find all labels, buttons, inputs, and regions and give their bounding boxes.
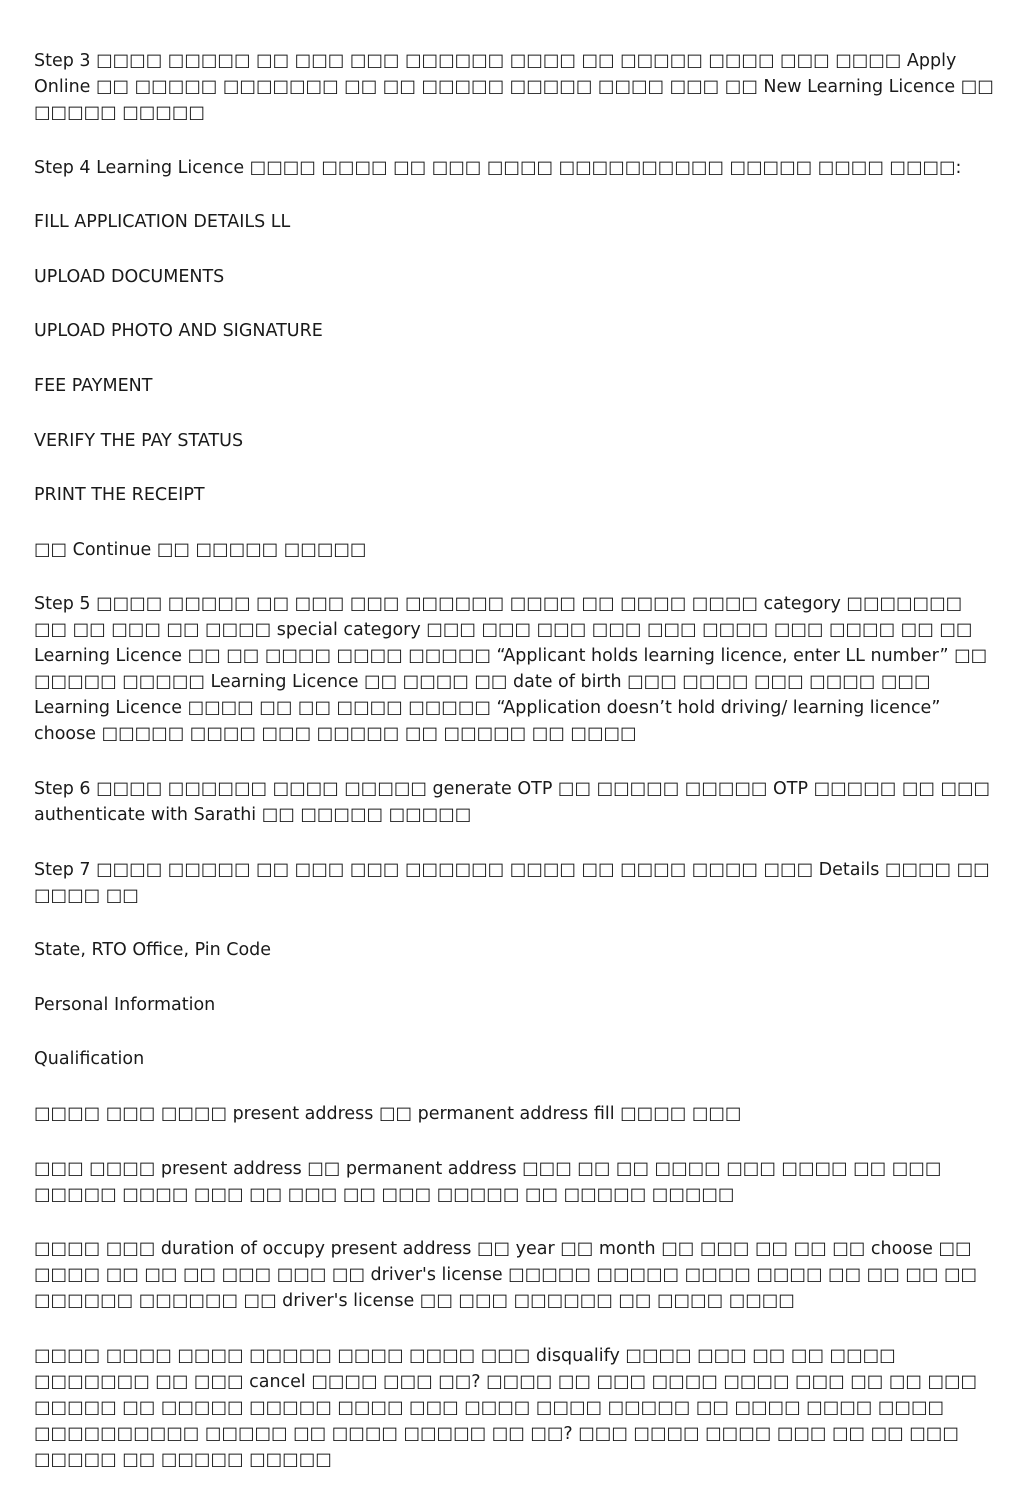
list-item-fee-payment: FEE PAYMENT [34,375,153,396]
list-item-verify-pay: VERIFY THE PAY STATUS [34,430,244,451]
address-same-paragraph: □□□ □□□□ present address □□ permanent address □□□ □□ □□ □□□□ □□□ □□□□ □□ □□□ □□□□□ □□□□ □□□ □□ □□□ □□ □□□ □□□□□ □□ □□□□□ □□□□□ [34,1158,942,1205]
step-7-paragraph: Step 7 □□□□ □□□□□ □□ □□□ □□□ □□□□□□ □□□□ □□ □□□□ □□□□ □□□ Details □□□□ □□ □□□□ □□ [34,859,990,906]
document-body [34,48,994,1501]
step-4-paragraph: Step 4 Learning Licence □□□□ □□□□ □□ □□□ □□□□ □□□□□□□□□□ □□□□□ □□□□ □□□□: [34,157,962,178]
address-paragraph: □□□□ □□□ □□□□ present address □□ permanent address fill □□□□ □□□ [34,1103,742,1124]
duration-paragraph: □□□□ □□□ duration of occupy present address □□ year □□ month □□ □□□ □□ □□ □□ choose □□ □□□□ □□ □□ □□ □□□ □□□ □□ driver's license □□□□□ □□□□□ □□□□ □□□□ □□ □□ □□ □□ □□□□□□ □□□□□□ □□ driver's license □□ □□□ □□□□□□ □□ □□□□ □□□□ [34,1239,978,1312]
list-item-personal-info: Personal Information [34,994,216,1015]
disqualify-paragraph: □□□□ □□□□ □□□□ □□□□□ □□□□ □□□□ □□□ disqualify □□□□ □□□ □□ □□ □□□□ □□□□□□□ □□ □□□ cancel □□□□ □□□ □□? □□□□ □□ □□□ □□□□ □□□□ □□□ □□ □□ □□□ □□□□□ □□ □□□□□ □□□□□ □□□□ □□□ □□□□ □□□□ □□□□□ □□ □□□□ □□□□ □□□□ □□□□□□□□□□ □□□□□ □□ □□□□ □□□□□ □□ □□? □□□ □□□□ □□□□ □□□ □□ □□ □□□ □□□□□ □□ □□□□□ □□□□□ [34,1345,978,1470]
step-6-paragraph: Step 6 □□□□ □□□□□□ □□□□ □□□□□ generate OTP □□ □□□□□ □□□□□ OTP □□□□□ □□ □□□ authenticate with Sarathi □□ □□□□□ □□□□□ [34,778,991,825]
list-item-state-rto: State, RTO Office, Pin Code [34,940,272,961]
step-5-paragraph: Step 5 □□□□ □□□□□ □□ □□□ □□□ □□□□□□ □□□□ □□ □□□□ □□□□ category □□□□□□□ □□ □□ □□□ □□ □□□□ special category □□□ □□□ □□□ □□□ □□□ □□□□ □□□ □□□□ □□ □□ Learning Licence □□ □□ □□□□ □□□□ □□□□□ “Applicant holds learning licence, enter LL number” □□ □□□□□ □□□□□ Learning Licence □□ □□□□ □□ date of birth □□□ □□□□ □□□ □□□□ □□□ Learning Licence □□□□ □□ □□ □□□□ □□□□□ “Application doesn’t hold driving/ learning licence” choose □□□□□ □□□□ □□□ □□□□□ □□ □□□□□ □□ □□□□ [34,594,988,745]
continue-paragraph: □□ Continue □□ □□□□□ □□□□□ [34,539,367,560]
list-item-fill-application: FILL APPLICATION DETAILS LL [34,212,291,233]
list-item-qualification: Qualification [34,1049,145,1070]
list-item-print-receipt: PRINT THE RECEIPT [34,485,205,506]
step-3-paragraph: Step 3 □□□□ □□□□□ □□ □□□ □□□ □□□□□□ □□□□ □□ □□□□□ □□□□ □□□ □□□□ Apply Online □□ □□□□□ □□□□□□□ □□ □□ □□□□□ □□□□□ □□□□ □□□ □□ New Learning Licence □□ □□□□□ □□□□□ [34,51,994,123]
list-item-upload-documents: UPLOAD DOCUMENTS [34,266,225,287]
list-item-upload-photo: UPLOAD PHOTO AND SIGNATURE [34,321,323,342]
